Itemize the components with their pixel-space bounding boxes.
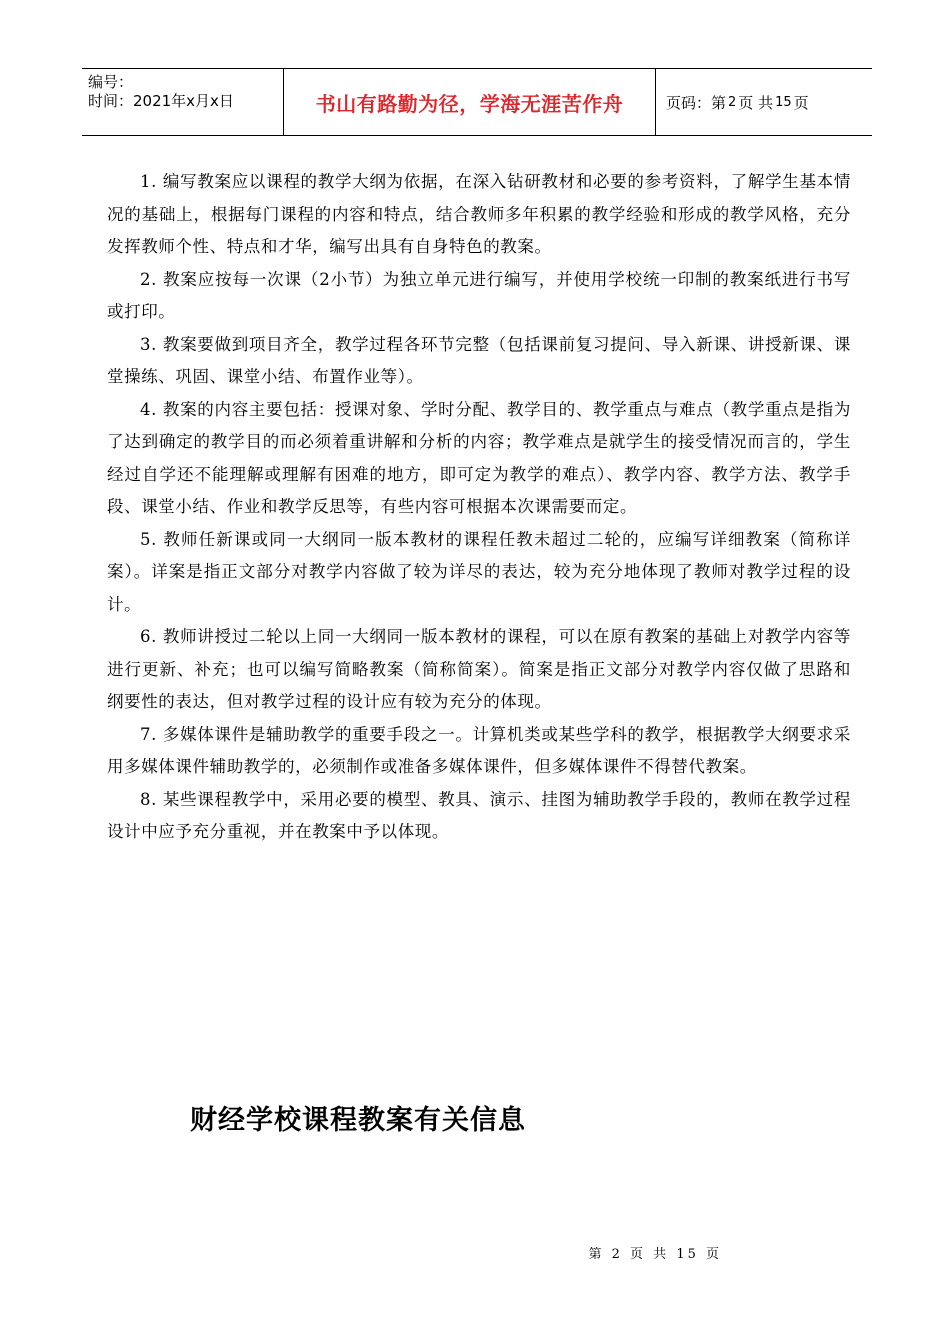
motto-text: 书山有路勤为径，学海无涯苦作舟 [315, 91, 624, 116]
paragraph-5: 5. 教师任新课或同一大纲同一版本教材的课程任教未超过二轮的，应编写详细教案（简称详案）。详案是指正文部分对教学内容做了较为详尽的表达，较为充分地体现了教师对教学过程的设计。 [107, 529, 851, 614]
paragraph-7: 7. 多媒体课件是辅助教学的重要手段之一。计算机类或某些学科的教学，根据教学大纲要求采用多媒体课件辅助教学的，必须制作或准备多媒体课件，但多媒体课件不得替代教案。 [107, 724, 851, 776]
paragraph-6: 6. 教师讲授过二轮以上同一大纲同一版本教材的课程，可以在原有教案的基础上对教学内容等进行更新、补充；也可以编写简略教案（简称简案）。简案是指正文部分对教学内容仅做了思路和纲要性的表达，但对教学过程的设计应有较为充分的体现。 [107, 627, 851, 711]
page-number-cell [656, 69, 872, 135]
page-total: 15 [775, 94, 792, 110]
paragraph-3: 3. 教案要做到项目齐全，教学过程各环节完整（包括课前复习提问、导入新课、讲授新课、课堂操练、巩固、课堂小结、布置作业等）。 [107, 334, 851, 386]
paragraph-4: 4. 教案的内容主要包括：授课对象、学时分配、教学目的、教学重点与难点（教学重点是指为了达到确定的教学目的而必须着重讲解和分析的内容；教学难点是就学生的接受情况而言的，学生经过自学还不能理解或理解有困难的地方，即可定为教学的难点）、教学内容、教学方法、教学手段、课堂小结、作业和教学反思等，有些内容可根据本次课需要而定。 [107, 399, 851, 516]
time-label: 时间：2021年x月x日 [88, 92, 234, 110]
page-footer: 第 2 页 共 15 页 [588, 1247, 722, 1262]
page-suffix: 页 [793, 93, 809, 112]
paragraph-8: 8. 某些课程教学中，采用必要的模型、教具、演示、挂图为辅助教学手段的，教师在教学过程设计中应予充分重视，并在教案中予以体现。 [107, 789, 851, 841]
body-text [107, 166, 851, 849]
number-label: 编号： [88, 73, 134, 91]
paragraph-1: 1. 编写教案应以课程的教学大纲为依据，在深入钻研教材和必要的参考资料，了解学生基本情况的基础上，根据每门课程的内容和特点，结合教师多年积累的教学经验和形成的教学风格，充分发挥教师个性、特点和才华，编写出具有自身特色的教案。 [107, 172, 851, 256]
header-table [82, 68, 872, 136]
header-meta-cell [82, 69, 284, 135]
page-current: 2 [728, 94, 737, 110]
section-title: 财经学校课程教案有关信息 [190, 1105, 526, 1136]
page-prefix: 页码：第 [666, 93, 727, 112]
page-mid: 页 共 [738, 93, 774, 112]
paragraph-2: 2. 教案应按每一次课（2小节）为独立单元进行编写，并使用学校统一印制的教案纸进行书写或打印。 [107, 269, 851, 321]
motto-cell [284, 69, 656, 135]
